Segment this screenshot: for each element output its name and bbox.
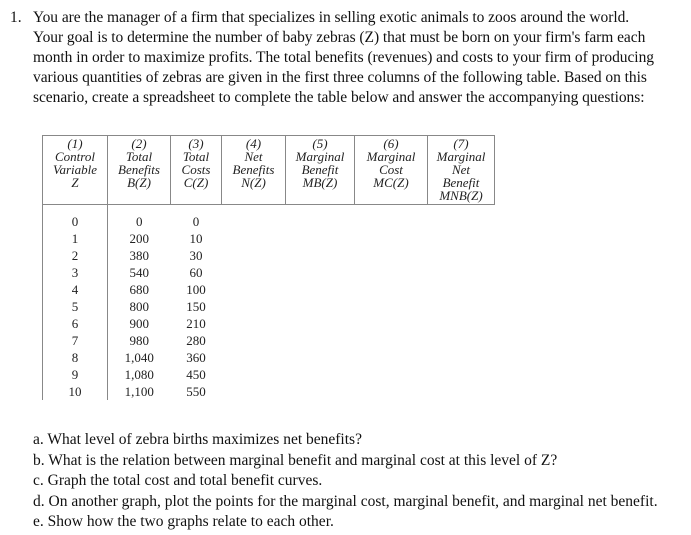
col-header-marginal-cost xyxy=(355,136,428,205)
col-header-total-benefits xyxy=(108,136,171,205)
table-row xyxy=(43,247,495,264)
col-header-control-variable xyxy=(43,136,108,205)
table-row xyxy=(43,315,495,332)
table-cell xyxy=(222,349,286,366)
table-cell: 100 xyxy=(186,282,206,297)
table-cell xyxy=(108,205,171,214)
col-header-line: Net xyxy=(244,149,263,164)
col-header-line: MB(Z) xyxy=(302,175,338,190)
table-cell: 7 xyxy=(43,332,108,349)
col-header-line: (4) xyxy=(245,136,262,151)
table-cell: 10 xyxy=(189,231,203,246)
table-cell: 2 xyxy=(43,247,108,264)
table-row xyxy=(43,213,495,230)
table-cell xyxy=(286,213,355,230)
col-header-line: Control xyxy=(55,149,95,164)
col-header-line: MC(Z) xyxy=(373,175,409,190)
table-cell xyxy=(222,315,286,332)
table-cell xyxy=(286,366,355,383)
table-cell: 0 xyxy=(192,214,200,229)
problem-line: scenario, create a spreadsheet to complete the table below and answer the accompanying questions: xyxy=(33,89,645,106)
table-cell xyxy=(355,332,428,349)
table-cell xyxy=(222,230,286,247)
table-cell: 550 xyxy=(186,384,206,399)
table-cell: 1 xyxy=(43,230,108,247)
table-row xyxy=(43,383,495,400)
table-cell: 680 xyxy=(129,282,149,297)
table-cell xyxy=(355,298,428,315)
table-cell xyxy=(428,332,495,349)
table-cell xyxy=(428,298,495,315)
question-e: e. Show how the two graphs relate to each other. xyxy=(33,513,334,530)
col-header-line: Total xyxy=(125,149,153,164)
table-cell: 30 xyxy=(189,248,203,263)
table-cell: 900 xyxy=(129,316,149,331)
zebra-data-table xyxy=(42,135,495,400)
question-a: a. What level of zebra births maximizes net benefits? xyxy=(33,431,362,448)
table-spacer-row xyxy=(43,205,495,214)
col-header-line: (5) xyxy=(312,136,328,151)
col-header-line: Marginal xyxy=(295,149,345,164)
table-cell: 8 xyxy=(43,349,108,366)
table-cell: 4 xyxy=(43,281,108,298)
col-header-line: (2) xyxy=(131,136,147,151)
table-cell: 1,100 xyxy=(124,384,154,399)
problem-line: You are the manager of a firm that specializes in selling exotic animals to zoos around the world. xyxy=(33,9,630,26)
table-cell xyxy=(286,281,355,298)
col-header-line: Z xyxy=(71,175,79,190)
col-header-line: (7) xyxy=(453,136,469,151)
table-cell xyxy=(286,247,355,264)
table-cell xyxy=(222,332,286,349)
col-header-line: (1) xyxy=(67,136,83,151)
table-cell: 200 xyxy=(129,231,149,246)
col-header-line: Benefits xyxy=(232,162,275,177)
col-header-line: C(Z) xyxy=(183,175,209,190)
problem-line: various quantities of zebras are given in the first three columns of the following table. Based on this xyxy=(33,69,647,86)
table-cell xyxy=(355,315,428,332)
col-header-line: MNB(Z) xyxy=(439,188,483,203)
table-cell xyxy=(286,264,355,281)
col-header-line: Cost xyxy=(379,162,403,177)
table-cell xyxy=(428,213,495,230)
table-cell xyxy=(355,366,428,383)
table-cell xyxy=(286,349,355,366)
table-cell xyxy=(428,366,495,383)
question-b: b. What is the relation between marginal benefit and marginal cost at this level of Z? xyxy=(33,451,558,469)
table-cell: 9 xyxy=(43,366,108,383)
table-cell: 3 xyxy=(43,264,108,281)
table-cell xyxy=(222,264,286,281)
problem-statement xyxy=(33,8,685,108)
table-cell xyxy=(222,298,286,315)
table-cell xyxy=(286,332,355,349)
question-list xyxy=(33,430,658,533)
table-cell xyxy=(222,281,286,298)
table-row xyxy=(43,230,495,247)
col-header-total-costs xyxy=(171,136,222,205)
table-cell: 10 xyxy=(43,383,108,400)
col-header-line: (6) xyxy=(383,136,399,151)
table-cell xyxy=(428,281,495,298)
question-c: c. Graph the total cost and total benefit curves. xyxy=(33,472,323,489)
table-row xyxy=(43,332,495,349)
table-cell xyxy=(428,247,495,264)
table-cell xyxy=(355,205,428,214)
table-cell: 210 xyxy=(186,316,206,331)
table-row xyxy=(43,349,495,366)
table-cell xyxy=(222,205,286,214)
table-cell xyxy=(428,315,495,332)
table-cell xyxy=(428,205,495,214)
table-cell: 5 xyxy=(43,298,108,315)
table-cell xyxy=(222,247,286,264)
table-cell: 150 xyxy=(186,299,206,314)
table-cell xyxy=(286,315,355,332)
col-header-line: Benefit xyxy=(442,175,480,190)
table-row xyxy=(43,281,495,298)
table-cell xyxy=(355,281,428,298)
col-header-line: Variable xyxy=(52,162,98,177)
table-row xyxy=(43,298,495,315)
table-cell xyxy=(222,366,286,383)
col-header-marginal-net-benefit xyxy=(428,136,495,205)
table-cell: 0 xyxy=(136,214,143,229)
table-cell xyxy=(355,349,428,366)
table-header-row xyxy=(43,136,495,205)
table-cell: 380 xyxy=(129,248,149,263)
col-header-line: Marginal xyxy=(436,149,486,164)
col-header-line: Total xyxy=(182,149,210,164)
col-header-line: Net xyxy=(451,162,471,177)
table-cell xyxy=(428,230,495,247)
table-cell xyxy=(355,247,428,264)
table-cell: 540 xyxy=(129,265,149,280)
table-cell: 280 xyxy=(186,333,206,348)
col-header-line: N(Z) xyxy=(241,175,266,190)
col-header-line: Benefit xyxy=(301,162,339,177)
table-cell: 1,080 xyxy=(124,367,154,382)
table-cell: 800 xyxy=(129,299,149,314)
table-cell xyxy=(171,205,222,214)
table-cell: 6 xyxy=(43,315,108,332)
table-cell: 980 xyxy=(129,333,149,348)
problem-line: month in order to maximize profits. The total benefits (revenues) and costs to your firm of producing xyxy=(33,49,654,66)
table-cell: 0 xyxy=(43,213,108,230)
table-row xyxy=(43,264,495,281)
table-cell xyxy=(355,264,428,281)
problem-line: Your goal is to determine the number of baby zebras (Z) that must be born on your firm's farm each xyxy=(33,29,646,46)
table-cell: 360 xyxy=(186,350,206,365)
col-header-line: Marginal xyxy=(366,149,416,164)
table-cell xyxy=(43,205,108,214)
table-cell xyxy=(428,264,495,281)
col-header-line: (3) xyxy=(188,136,204,151)
table-cell xyxy=(222,383,286,400)
col-header-line: B(Z) xyxy=(127,175,151,190)
table-cell xyxy=(355,213,428,230)
col-header-net-benefits xyxy=(222,136,286,205)
table-cell: 1,040 xyxy=(124,350,154,365)
table-row xyxy=(43,366,495,383)
table-cell xyxy=(355,383,428,400)
col-header-line: Benefits xyxy=(118,162,160,177)
table-cell xyxy=(286,230,355,247)
table-cell xyxy=(428,349,495,366)
table-cell xyxy=(355,230,428,247)
table-cell xyxy=(286,383,355,400)
table-cell: 450 xyxy=(186,367,206,382)
table-cell xyxy=(286,298,355,315)
problem-number: 1. xyxy=(10,9,22,26)
table-cell: 60 xyxy=(189,265,203,280)
col-header-marginal-benefit xyxy=(286,136,355,205)
table-cell xyxy=(222,213,286,230)
table-cell xyxy=(428,383,495,400)
col-header-line: Costs xyxy=(181,162,211,177)
question-d: d. On another graph, plot the points for the marginal cost, marginal benefit, and marginal net benefit. xyxy=(33,492,658,510)
table-cell xyxy=(286,205,355,214)
